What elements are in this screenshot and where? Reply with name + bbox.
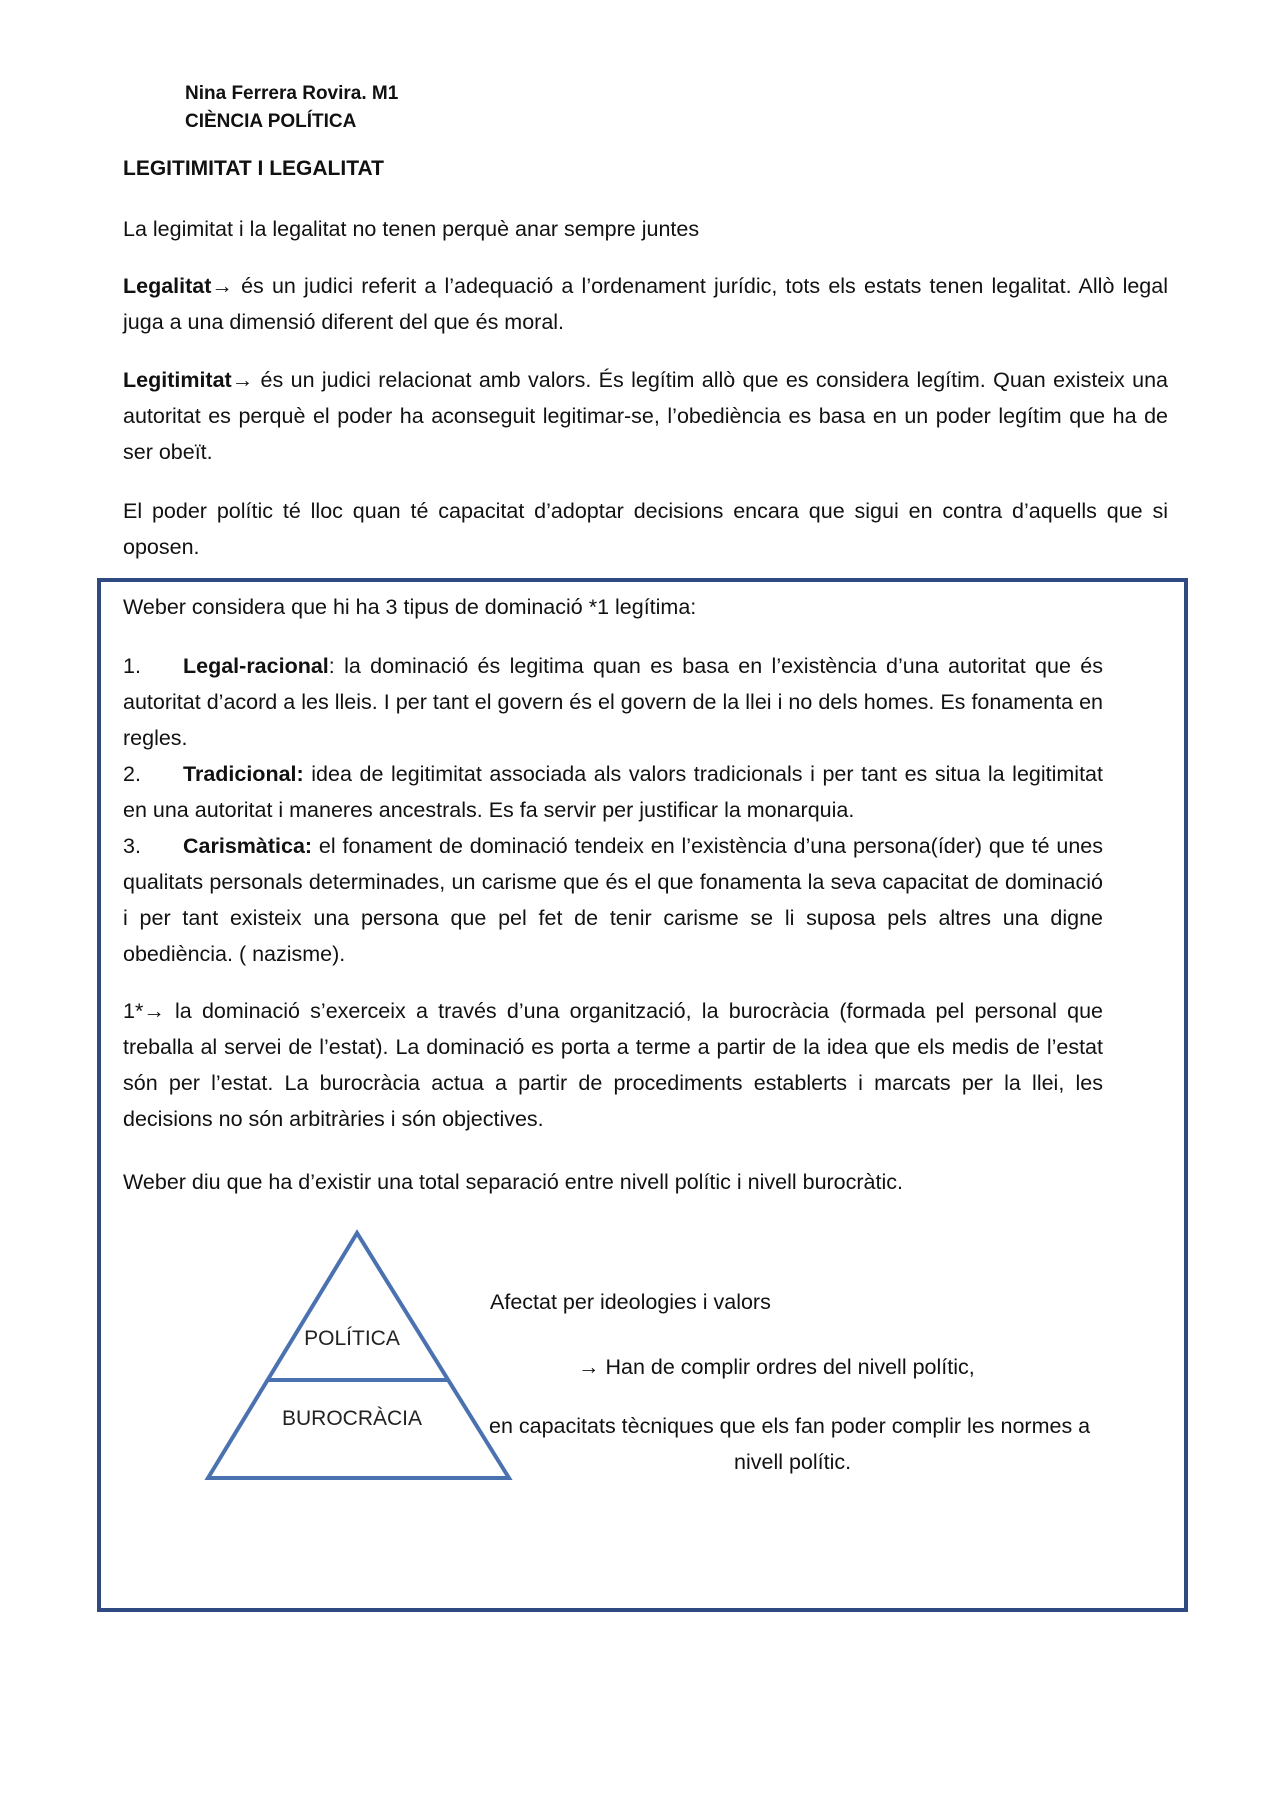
type-text: el fonament de dominació tendeix en l’existència d’una persona(íder) que té unes qualitats personals determinades, un carisme que és el que fonamenta la seva capacitat de dominació i per tant existeix una persona que pel fet de tenir carisme se li suposa pels altres una digne obediència. ( nazisme). xyxy=(123,834,1103,966)
pyramid-bottom-label: BUROCRÀCIA xyxy=(281,1407,423,1430)
ideologies-text: Afectat per ideologies i valors xyxy=(490,1290,771,1314)
footnote-mark: 1* xyxy=(123,999,144,1023)
page-title: LEGITIMITAT I LEGALITAT xyxy=(123,157,384,180)
arrow-icon: → xyxy=(231,368,254,392)
type-text: idea de legitimitat associada als valors tradicionals i per tant es situa la legitimitat en una autoritat i maneres ancestrals. Es fa servir per justificar la monarquia. xyxy=(123,762,1103,822)
intro-paragraph: La legimitat i la legalitat no tenen perquè anar sempre juntes xyxy=(123,217,700,241)
arrow-icon: → xyxy=(211,274,233,298)
subject-line: CIÈNCIA POLÍTICA xyxy=(185,111,357,132)
weber-intro: Weber considera que hi ha 3 tipus de dominació *1 legítima: xyxy=(123,595,697,619)
list-number: 3. xyxy=(123,834,141,858)
pyramid-top-label: POLÍTICA xyxy=(304,1327,400,1350)
type-text: : la dominació és legitima quan es basa en l’existència d’una autoritat que és autoritat d’acord a les lleis. I per tant el govern és el govern de la llei i no dels homes. Es fonamenta en regles. xyxy=(123,654,1103,750)
legalitat-text: és un judici referit a l’adequació a l’ordenament jurídic, tots els estats tenen legalitat. Allò legal juga a una dimensió diferent del que és moral. xyxy=(123,274,1168,334)
arrow-icon: → xyxy=(143,999,165,1023)
list-number: 2. xyxy=(123,762,141,786)
type-term: Carismàtica: xyxy=(183,834,313,858)
orders-text: → Han de complir ordres del nivell polític, xyxy=(578,1355,975,1379)
poder-paragraph: El poder polític té lloc quan té capacitat d’adoptar decisions encara que sigui en contra d’aquells que si oposen. xyxy=(123,499,1168,559)
list-number: 1. xyxy=(123,654,141,678)
type-term: Tradicional: xyxy=(183,762,304,786)
pyramid-triangle xyxy=(208,1233,509,1478)
legitimitat-text: és un judici relacionat amb valors. És legítim allò que es considera legítim. Quan existeix una autoritat es perquè el poder ha aconseguit legitimar-se, l’obediència es basa en un poder legítim que ha de ser obeït. xyxy=(123,368,1168,464)
capacitats-text-line1: en capacitats tècniques que els fan poder complir les normes a xyxy=(489,1414,1091,1438)
legitimitat-term: Legitimitat xyxy=(123,368,232,392)
legalitat-term: Legalitat xyxy=(123,274,212,298)
author-line: Nina Ferrera Rovira. M1 xyxy=(185,83,399,104)
arrow-icon: → xyxy=(578,1355,600,1379)
separation-paragraph: Weber diu que ha d’existir una total separació entre nivell polític i nivell burocràtic. xyxy=(123,1170,903,1194)
capacitats-text-line2: nivell polític. xyxy=(734,1450,852,1474)
type-term: Legal-racional xyxy=(183,654,329,678)
footnote-text: la dominació s’exerceix a través d’una organització, la burocràcia (formada pel personal que treballa al servei de l’estat). La dominació es porta a terme a partir de la idea que els medis de l’estat són per l’estat. La burocràcia actua a partir de procediments establerts i marcats per la llei, les decisions no són arbitràries i són objectives. xyxy=(123,999,1103,1131)
